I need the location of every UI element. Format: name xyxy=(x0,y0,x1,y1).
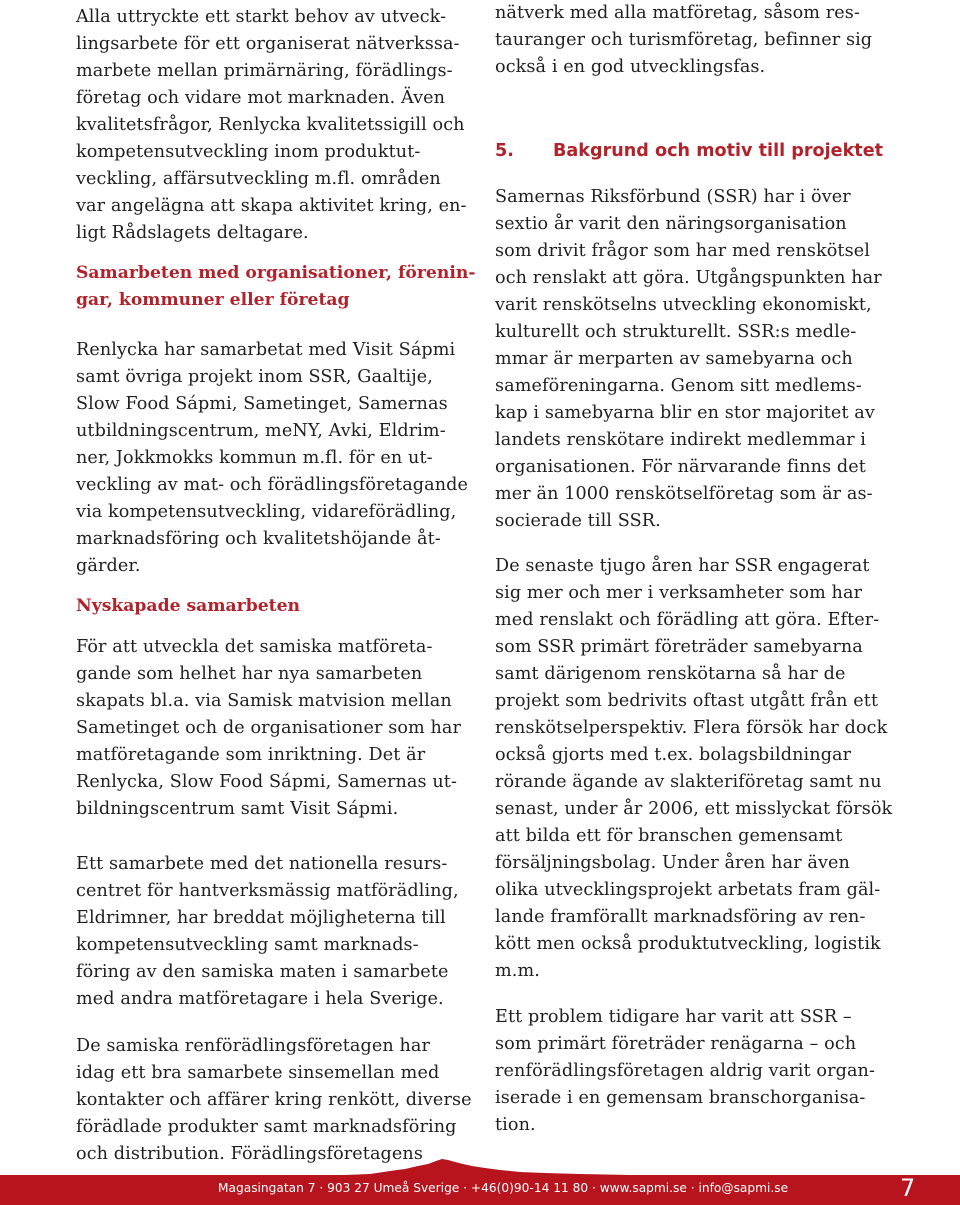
paragraph-ssr: Samernas Riksförbund (SSR) har i över sextio år varit den näringsorganisation som drivit frågor som har med renskötsel och renslakt att göra. Utgångspunkten har varit renskötselns utveckling ekonomiskt, kulturellt och strukturellt. SSR:s medle- mmar är merparten av samebyarna och sameföreningarna. Genom sitt medlems- kap i samebyarna blir en stor majoritet av landets renskötare indirekt medlemmar i organisationen. För närvarande finns det mer än 1000 renskötselföretag som är as- socierade till SSR. xyxy=(495,187,882,531)
paragraph-renlycka: Renlycka har samarbetat med Visit Sápmi samt övriga projekt inom SSR, Gaaltije, Slow Food Sápmi, Sametinget, Samernas utbildningscentrum, meNY, Avki, Eldrim- ner, Jokkmokks kommun m.fl. för en ut- veckling av mat- och förädlingsföretagande via kompetensutveckling, vidareförädling, marknadsföring och kvalitetshöjande åt- gärder. xyxy=(76,340,469,576)
paragraph-continuation: nätverk med alla matföretag, såsom res- tauranger och turismföretag, befinner sig också i en god utvecklingsfas. xyxy=(495,3,873,77)
paragraph-tjugo: De senaste tjugo åren har SSR engagerat sig mer och mer i verksamheter som har med renslakt och förädling att göra. Efter- som SSR primärt företräder samebyarna samt därigenom renskötarna så har de projekt som bedrivits oftast utgått från ett renskötselperspektiv. Flera försök har dock också gjorts med t.ex. bolagsbildningar rörande ägande av slakteriföretag samt nu senast, under år 2006, ett misslyckat försök att bilda ett för branschen gemensamt försäljningsbolag. Under åren har även olika utvecklingsprojekt arbetats fram gäl- lande framförallt marknadsföring av ren- kött men också produktutveckling, logistik m.m. xyxy=(495,556,893,981)
left-column xyxy=(76,0,476,1168)
paragraph-nyskapade: För att utveckla det samiska matföreta- gande som helhet har nya samarbeten skapats bl.a. via Samisk matvision mellan Sametinget och de organisationer som har matföretagande som inriktning. Det är Renlycka, Slow Food Sápmi, Samernas ut- bildningscentrum samt Visit Sápmi. xyxy=(76,637,462,819)
paragraph-eldrimner: Ett samarbete med det nationella resurs- centret för hantverksmässig matförädling, Eldrimner, har breddat möjligheterna till kompetensutveckling samt marknads- föring av den samiska maten i samarbete med andra matföretagare i hela Sverige. xyxy=(76,854,459,1009)
right-column xyxy=(495,0,895,1139)
heading-nyskapade: Nyskapade samarbeten xyxy=(76,596,301,616)
section-number: 5. xyxy=(495,141,514,161)
paragraph-problem: Ett problem tidigare har varit att SSR – som primärt företräder renägarna – och renförädlingsföretagen aldrig varit organ- iserade i en gemensam branschorganisa- tion. xyxy=(495,1007,876,1135)
footer-contact: Magasingatan 7 · 903 27 Umeå Sverige · +46(0)90-14 11 80 · www.sapmi.se · info@sapmi.se xyxy=(218,1181,789,1195)
section-heading xyxy=(495,138,895,165)
paragraph-renforadling: De samiska renförädlingsföretagen har idag ett bra samarbete sinsemellan med kontakter och affärer kring renkött, diverse förädlade produkter samt marknadsföring och distribution. Förädlingsföretagens xyxy=(76,1036,472,1164)
page-number: 7 xyxy=(900,1174,916,1202)
heading-samarbeten: Samarbeten med organisationer, förenin- gar, kommuner eller företag xyxy=(76,263,476,310)
section-title: Bakgrund och motiv till projektet xyxy=(553,141,884,161)
paragraph-intro: Alla uttryckte ett starkt behov av utveck- lingsarbete för ett organiserat nätverkssa- marbete mellan primärnäring, förädlings- företag och vidare mot marknaden. Även kvalitetsfrågor, Renlycka kvalitetssigill och kompetensutveckling inom produktut- veckling, affärsutveckling m.fl. områden var angelägna att skapa aktivitet kring, en- ligt Rådslagets deltagare. xyxy=(76,7,467,243)
